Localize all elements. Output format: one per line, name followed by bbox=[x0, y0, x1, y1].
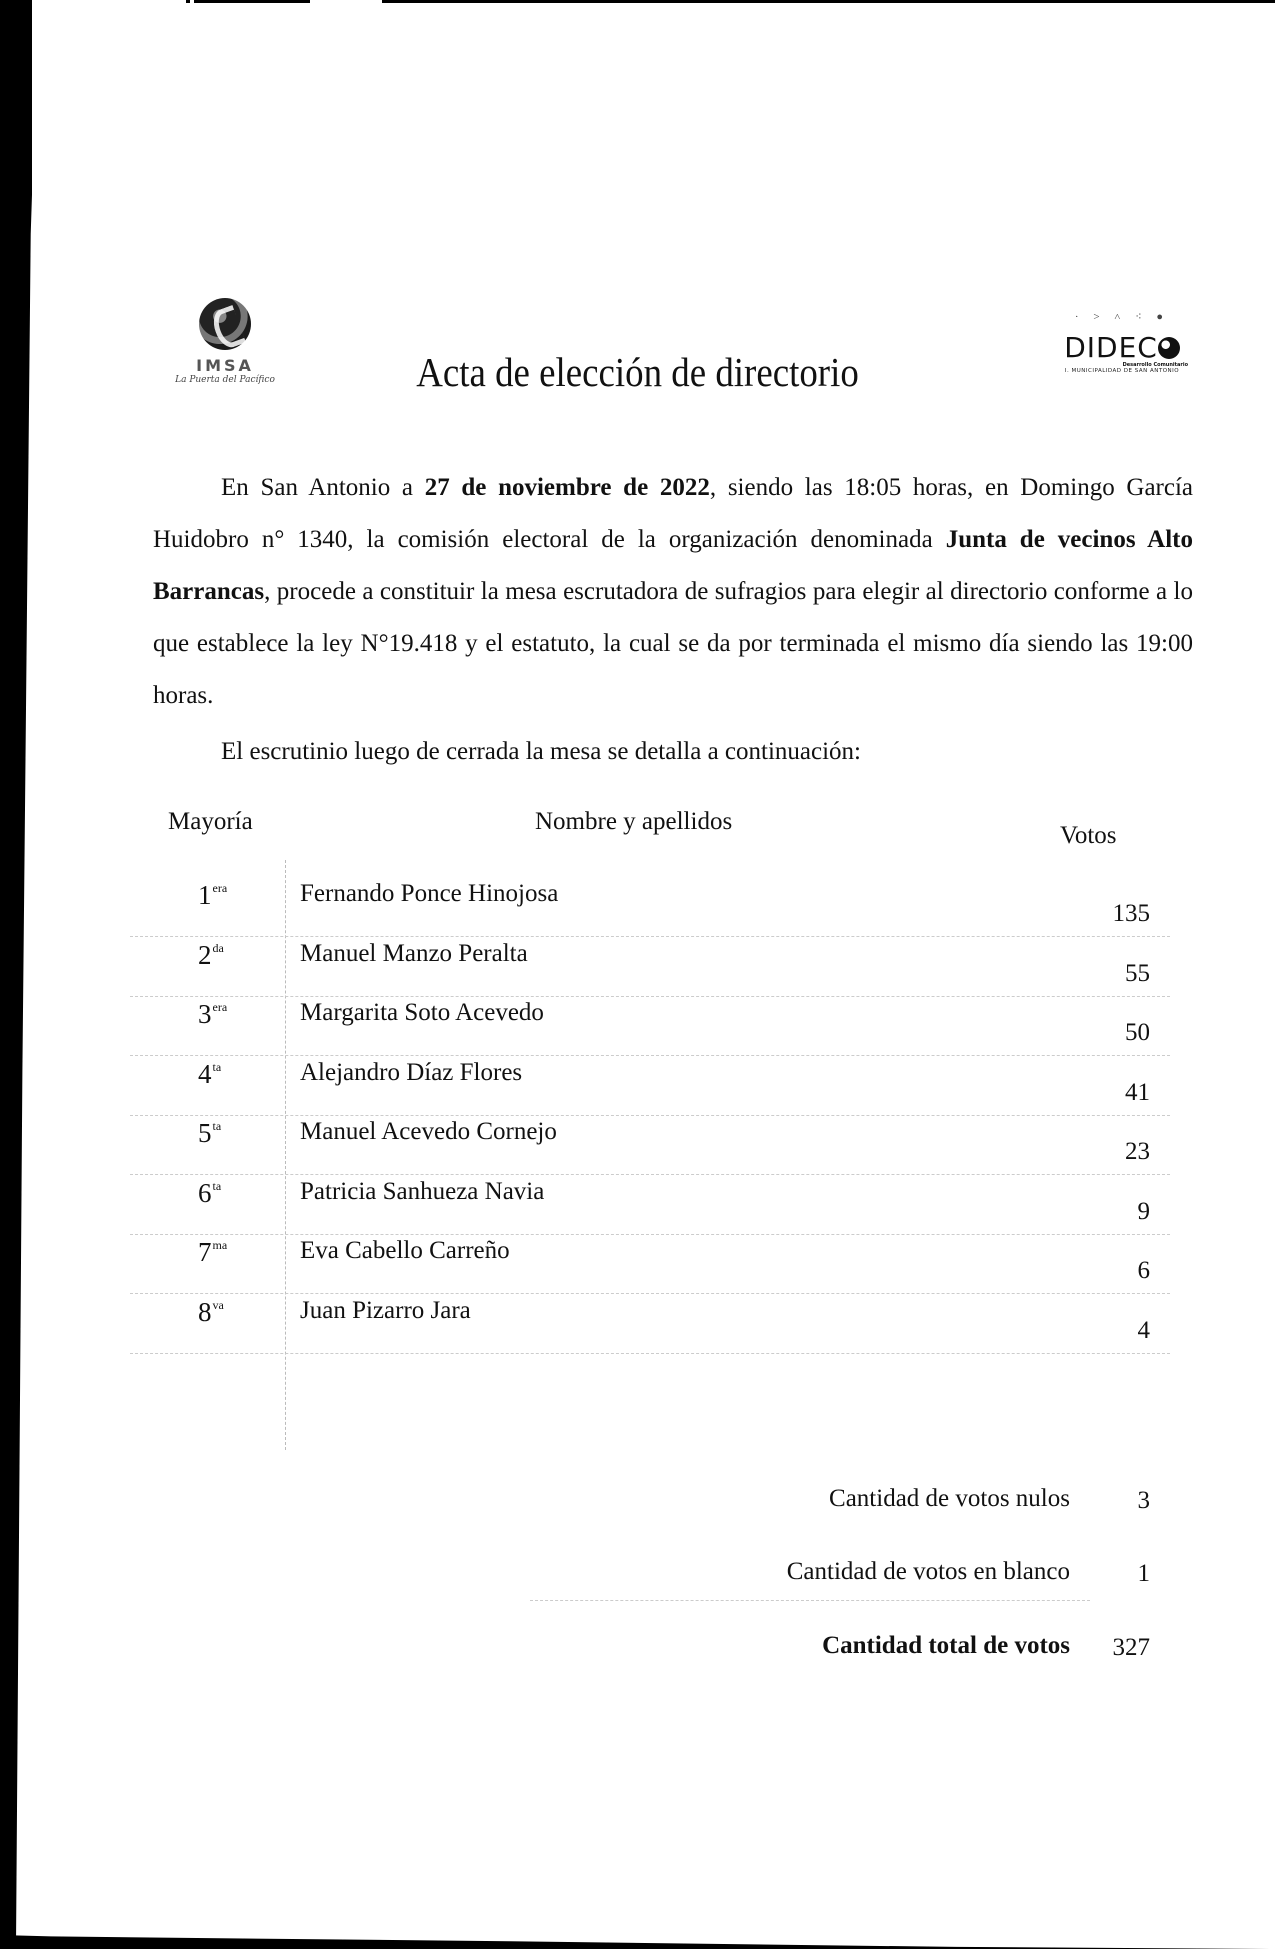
rank-suffix: va bbox=[212, 1297, 224, 1312]
paragraph-text: , siendo las 18:05 horas, en Domingo García Huidobro n° 1340, la comisión electoral de la organización denominada bbox=[153, 474, 1194, 553]
summary-value: 3 bbox=[1137, 1487, 1150, 1514]
candidate-name: Manuel Manzo Peralta bbox=[300, 939, 528, 967]
rank-cell bbox=[198, 1059, 221, 1090]
column-header-name: Nombre y apellidos bbox=[535, 808, 733, 835]
rank-number: 5 bbox=[198, 1118, 212, 1148]
table-divider bbox=[530, 1600, 1090, 1601]
rank-number: 3 bbox=[198, 999, 212, 1029]
document-title: Acta de elección de directorio bbox=[416, 349, 859, 395]
summary-total-votes bbox=[730, 1632, 1200, 1672]
candidate-name: Alejandro Díaz Flores bbox=[300, 1058, 523, 1086]
vote-count: 6 bbox=[1137, 1257, 1150, 1284]
vote-count: 50 bbox=[1125, 1019, 1150, 1046]
candidate-name: Juan Pizarro Jara bbox=[300, 1296, 471, 1324]
paragraph-text: En San Antonio a bbox=[221, 474, 425, 501]
row-divider bbox=[130, 1293, 1170, 1294]
summary-label: Cantidad de votos nulos bbox=[829, 1485, 1070, 1512]
vote-count: 9 bbox=[1137, 1197, 1150, 1225]
rank-suffix: ta bbox=[212, 1178, 222, 1193]
rank-cell bbox=[198, 1178, 221, 1209]
dideco-logo-subtitle: Desarrollo Comunitario bbox=[1122, 362, 1188, 368]
rank-cell bbox=[198, 1118, 221, 1149]
rank-cell bbox=[198, 940, 224, 971]
globe-icon bbox=[199, 298, 251, 350]
column-header-votes: Votos bbox=[1060, 822, 1117, 849]
candidate-name: Fernando Ponce Hinojosa bbox=[300, 880, 559, 907]
document-header bbox=[0, 290, 1275, 410]
rank-suffix: ta bbox=[212, 1059, 222, 1074]
rank-cell bbox=[198, 999, 227, 1030]
dideco-logo-text: DIDEC bbox=[1064, 331, 1158, 364]
table-row bbox=[130, 1059, 1200, 1117]
rank-suffix: da bbox=[212, 940, 224, 955]
rank-suffix: era bbox=[212, 881, 228, 895]
table-row bbox=[130, 999, 1200, 1057]
vote-count: 41 bbox=[1125, 1078, 1150, 1106]
row-divider bbox=[130, 1234, 1170, 1235]
table-row bbox=[130, 1118, 1200, 1176]
rank-number: 8 bbox=[198, 1296, 212, 1327]
scan-mark-top bbox=[382, 0, 1275, 3]
summary-value: 327 bbox=[1112, 1634, 1150, 1661]
intro-paragraph bbox=[153, 462, 1193, 722]
row-divider bbox=[130, 1174, 1170, 1175]
rank-number: 7 bbox=[198, 1237, 212, 1267]
dideco-logo-organization: I. MUNICIPALIDAD DE SAN ANTONIO bbox=[1064, 368, 1180, 374]
scan-mark-top bbox=[194, 0, 310, 3]
table-row bbox=[130, 880, 1200, 938]
candidate-name: Manuel Acevedo Cornejo bbox=[300, 1118, 557, 1145]
summary-blank-votes bbox=[730, 1558, 1200, 1598]
imsa-logo-tagline: La Puerta del Pacífico bbox=[175, 375, 275, 385]
row-divider bbox=[130, 996, 1170, 997]
vote-count: 4 bbox=[1137, 1316, 1150, 1344]
row-divider bbox=[130, 936, 1170, 937]
candidate-name: Margarita Soto Acevedo bbox=[300, 999, 544, 1026]
table-row bbox=[130, 1178, 1200, 1236]
dideco-logo-wordmark bbox=[1052, 331, 1192, 364]
organization-name: Junta de vecinos Alto Barrancas bbox=[153, 526, 1194, 605]
scan-mark-top bbox=[186, 0, 190, 3]
rank-number: 6 bbox=[198, 1177, 212, 1208]
election-date: 27 de noviembre de 2022 bbox=[424, 474, 710, 501]
rank-suffix: ta bbox=[212, 1119, 222, 1133]
dideco-logo bbox=[1052, 310, 1192, 400]
summary-label: Cantidad de votos en blanco bbox=[786, 1558, 1070, 1585]
rank-cell bbox=[198, 880, 227, 911]
rank-cell bbox=[198, 1297, 224, 1328]
row-divider bbox=[130, 1353, 1170, 1354]
paragraph-text: , procede a constituir la mesa escrutadora de sufragios para elegir al directorio conforme a lo que establece la ley N°19.418 y el estatuto, la cual se da por terminada el mismo día siendo las 19:00 horas. bbox=[153, 578, 1193, 709]
column-header-rank: Mayoría bbox=[168, 808, 253, 835]
rank-cell bbox=[198, 1237, 227, 1268]
rank-suffix: ma bbox=[212, 1238, 228, 1252]
row-divider bbox=[130, 1055, 1170, 1056]
dots-decoration-icon: · ˃ ˄ ⁖ ● bbox=[1074, 311, 1170, 323]
summary-label: Cantidad total de votos bbox=[822, 1632, 1070, 1659]
results-lead-text: El escrutinio luego de cerrada la mesa se detalla a continuación: bbox=[221, 738, 862, 765]
vote-count: 135 bbox=[1112, 900, 1150, 927]
candidate-name: Patricia Sanhueza Navia bbox=[300, 1177, 545, 1205]
row-divider bbox=[130, 1115, 1170, 1116]
rank-number: 1 bbox=[198, 880, 212, 910]
summary-null-votes bbox=[730, 1485, 1200, 1525]
table-row bbox=[130, 1237, 1200, 1295]
summary-value: 1 bbox=[1137, 1560, 1150, 1587]
imsa-logo-text: IMSA bbox=[196, 356, 254, 375]
rank-number: 4 bbox=[198, 1058, 212, 1089]
candidate-name: Eva Cabello Carreño bbox=[300, 1237, 510, 1264]
vote-count: 55 bbox=[1125, 959, 1150, 987]
globe-icon bbox=[1158, 337, 1180, 359]
table-row bbox=[130, 1297, 1200, 1355]
rank-suffix: era bbox=[212, 1000, 228, 1014]
table-row bbox=[130, 940, 1200, 998]
vote-count: 23 bbox=[1125, 1138, 1150, 1165]
rank-number: 2 bbox=[198, 939, 212, 970]
